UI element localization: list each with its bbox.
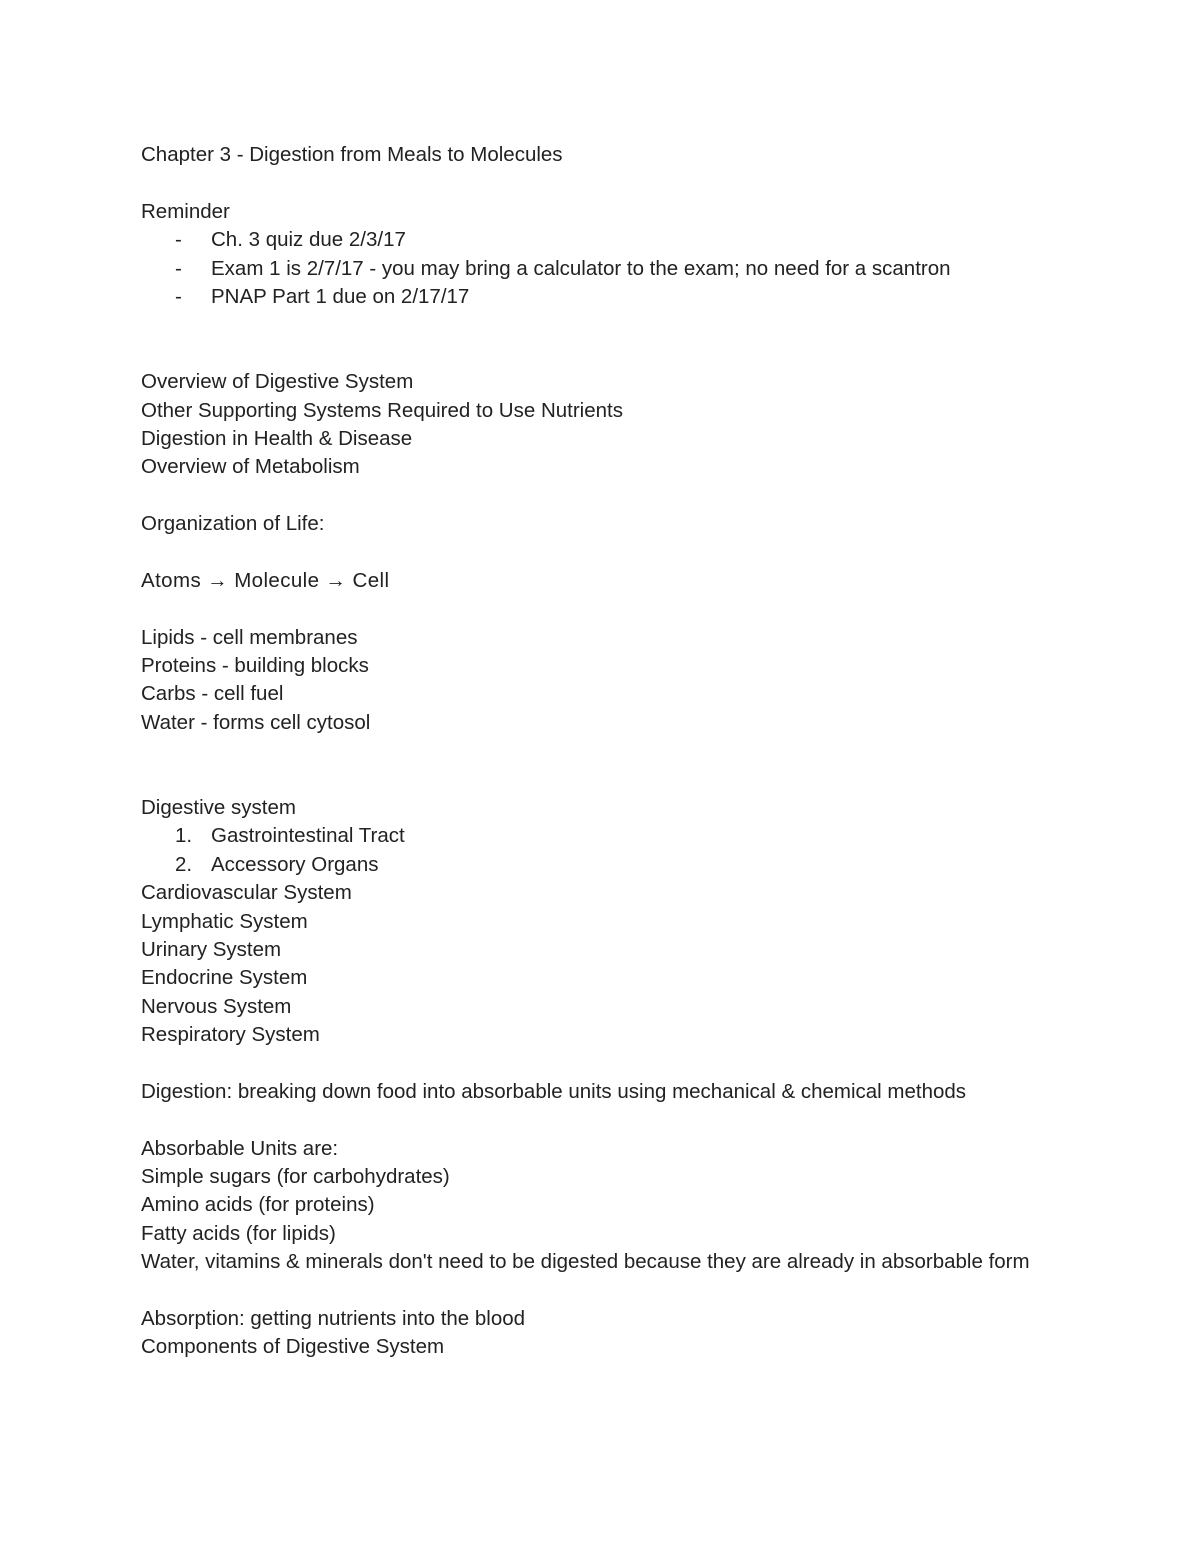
spacer xyxy=(141,1050,1041,1078)
reminder-item xyxy=(141,283,1041,311)
dash-marker: - xyxy=(175,284,182,308)
components-heading: Components of Digestive System xyxy=(141,1335,445,1359)
digestive-part-text: Gastrointestinal Tract xyxy=(211,824,405,848)
digestive-part-item xyxy=(141,851,1041,879)
absorbable-note: Water, vitamins & minerals don't need to be digested because they are already in absorbable form xyxy=(141,1250,1030,1274)
absorbable-item: Fatty acids (for lipids) xyxy=(141,1221,336,1245)
reminder-heading: Reminder xyxy=(141,199,230,223)
molecule-role: Water - forms cell cytosol xyxy=(141,710,371,734)
reminder-text: Ch. 3 quiz due 2/3/17 xyxy=(211,228,406,252)
spacer xyxy=(141,1277,1041,1305)
spacer xyxy=(141,595,1041,623)
body-system-line: Nervous System xyxy=(141,994,292,1018)
absorbable-item: Simple sugars (for carbohydrates) xyxy=(141,1165,450,1189)
molecule-role: Proteins - building blocks xyxy=(141,654,369,678)
digestion-definition: Digestion: breaking down food into absorbable units using mechanical & chemical methods xyxy=(141,1079,967,1103)
reminder-item xyxy=(141,255,1041,283)
number-marker: 2. xyxy=(175,852,193,876)
digestive-system-heading: Digestive system xyxy=(141,795,296,819)
document-title: Chapter 3 - Digestion from Meals to Molecules xyxy=(141,143,563,166)
reminder-text: PNAP Part 1 due on 2/17/17 xyxy=(211,284,470,308)
spacer xyxy=(141,482,1041,510)
molecule-role: Lipids - cell membranes xyxy=(141,625,358,649)
body-system-line: Cardiovascular System xyxy=(141,881,352,905)
absorption-definition: Absorption: getting nutrients into the blood xyxy=(141,1307,526,1331)
dash-marker: - xyxy=(175,256,182,280)
body-system-line: Endocrine System xyxy=(141,966,308,990)
dash-marker: - xyxy=(175,228,182,252)
reminder-item xyxy=(141,226,1041,254)
topic-line: Other Supporting Systems Required to Use Nutrients xyxy=(141,398,623,422)
body-system-line: Lymphatic System xyxy=(141,909,308,933)
document-page xyxy=(141,141,1041,1362)
digestive-part-text: Accessory Organs xyxy=(211,852,379,876)
digestive-part-item xyxy=(141,822,1041,850)
number-marker: 1. xyxy=(175,824,193,848)
spacer xyxy=(141,538,1041,566)
spacer xyxy=(141,340,1041,368)
organization-chain: Atoms → Molecule → Cell xyxy=(141,568,390,592)
spacer xyxy=(141,169,1041,197)
reminder-text: Exam 1 is 2/7/17 - you may bring a calculator to the exam; no need for a scantron xyxy=(211,256,951,280)
spacer xyxy=(141,766,1041,794)
spacer xyxy=(141,311,1041,339)
organization-heading: Organization of Life: xyxy=(141,512,325,536)
topic-line: Digestion in Health & Disease xyxy=(141,426,413,450)
body-system-line: Urinary System xyxy=(141,937,282,961)
spacer xyxy=(141,1106,1041,1134)
absorbable-heading: Absorbable Units are: xyxy=(141,1136,339,1160)
spacer xyxy=(141,737,1041,765)
absorbable-item: Amino acids (for proteins) xyxy=(141,1193,375,1217)
topic-line: Overview of Metabolism xyxy=(141,455,360,479)
molecule-role: Carbs - cell fuel xyxy=(141,682,284,706)
body-system-line: Respiratory System xyxy=(141,1023,320,1047)
topic-line: Overview of Digestive System xyxy=(141,370,414,394)
